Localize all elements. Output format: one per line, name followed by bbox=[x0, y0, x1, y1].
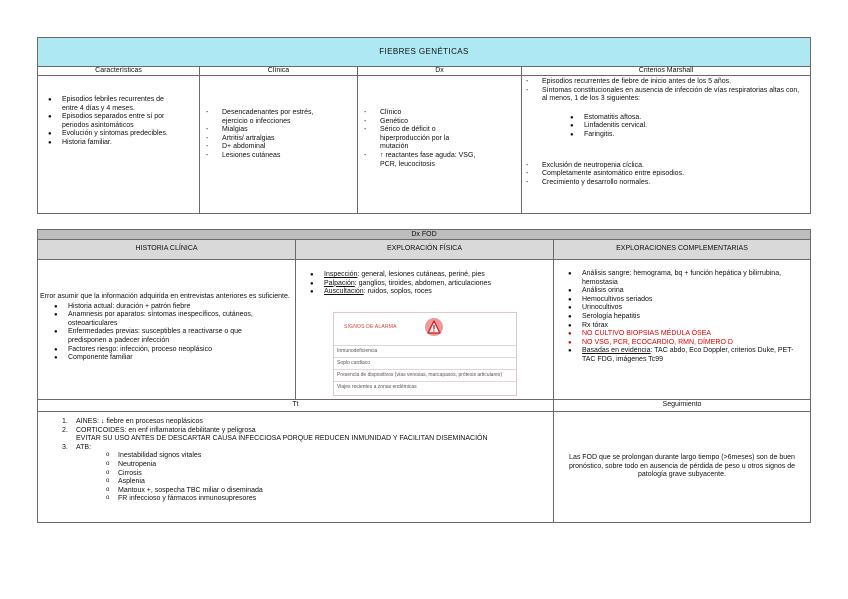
caracteristicas-cell bbox=[38, 76, 200, 214]
list-item bbox=[60, 427, 549, 436]
list-item: ● Evolución y síntomas predecibles. bbox=[46, 130, 176, 139]
list-item: o Inestabilidad signos vitales bbox=[104, 452, 549, 461]
list-item: - Síntomas constitucionales en ausencia de infección de vías respiratorias altas con, al menos, 1 de los 3 siguientes: bbox=[522, 87, 804, 104]
list-item: - Lesiones cutáneas bbox=[202, 152, 317, 161]
list-item: o Asplenia bbox=[104, 478, 549, 487]
caracteristicas-list bbox=[46, 96, 176, 148]
historia-intro: Error asumir que la información adquirida en entrevistas anteriores es suficiente. bbox=[40, 293, 290, 300]
list-item: o Cirrosis bbox=[104, 470, 549, 479]
header-clinica: Clínica bbox=[200, 67, 358, 76]
exploracion-list bbox=[308, 271, 549, 297]
fiebres-geneticas-table bbox=[37, 37, 811, 214]
signos-alarma-row: Presencia de dispositivos (vías venosas, marcapasos, prótesis articulares) bbox=[334, 369, 516, 381]
list-item: ● NO VSG, PCR, ECOCARDIO, RMN, DÍMERO D bbox=[566, 339, 806, 348]
item-text: AINES: ↓ fiebre en procesos neoplásicos bbox=[76, 418, 203, 425]
seguimiento-text: Las FOD que se prolongan durante largo tiempo (>6meses) son de buen pronóstico, sobre todo en ausencia de pérdida de peso u otros signos de patología grave subyacente. bbox=[568, 454, 796, 479]
list-item: ● Estomatitis aftosa. bbox=[568, 114, 804, 123]
fod-table bbox=[37, 229, 811, 523]
list-item: o FR infeccioso y fármacos inmunosupresores bbox=[104, 495, 549, 504]
signos-alarma-header bbox=[334, 313, 516, 345]
list-item: - Clínico bbox=[360, 109, 478, 118]
list-item: ● Historia actual: duración + patrón fiebre bbox=[52, 303, 280, 312]
list-item: ● Serología hepatitis bbox=[566, 313, 806, 322]
list-item bbox=[566, 347, 806, 364]
list-item: ● Análisis orina bbox=[566, 287, 806, 296]
atb-list bbox=[60, 452, 549, 504]
list-item: ● NO CULTIVO BIOPSIAS MÉDULA ÓSEA bbox=[566, 330, 806, 339]
signos-alarma-row: Viajes recientes a zonas endémicas bbox=[334, 381, 516, 393]
header-dx: Dx bbox=[358, 67, 522, 76]
list-item bbox=[308, 288, 549, 297]
list-item: ● Faringitis. bbox=[568, 131, 804, 140]
exploracion-label: Inspección bbox=[324, 271, 358, 278]
exploracion-text: : general, lesiones cutáneas, periné, pies bbox=[357, 271, 485, 278]
historia-list bbox=[40, 303, 280, 363]
tt-header: Tt bbox=[38, 400, 554, 412]
marshall-cell bbox=[522, 76, 811, 214]
complementarias-cell bbox=[554, 260, 811, 400]
list-item: - Desencadenantes por estrés, ejercicio o infecciones bbox=[202, 109, 317, 126]
list-item: - Mialgias bbox=[202, 126, 317, 135]
list-item bbox=[60, 418, 549, 427]
item-number: 3. bbox=[62, 443, 68, 451]
list-item: - Completamente asintomático entre episodios. bbox=[522, 170, 804, 179]
seguimiento-cell bbox=[554, 412, 811, 523]
list-item: ● Hemocultivos seriados bbox=[566, 296, 806, 305]
exploracion-text: : ganglios, tiroides, abdomen, articulaciones bbox=[354, 279, 491, 287]
list-item: - Artritis/ artralgias bbox=[202, 135, 317, 144]
clinica-cell bbox=[200, 76, 358, 214]
list-item: o Mantoux +, sospecha TBC miliar o diseminada bbox=[104, 487, 549, 496]
item-number: 1. bbox=[62, 418, 68, 425]
list-item bbox=[308, 280, 549, 289]
dx-cell bbox=[358, 76, 522, 214]
list-item: - Sérico de déficit o hiperproducción por la mutación bbox=[360, 126, 478, 152]
list-item: ● Historia familiar. bbox=[46, 139, 176, 148]
list-item: - Episodios recurrentes de fiebre de inicio antes de los 5 años. bbox=[522, 78, 804, 87]
item-text: CORTICOIDES: en enf inflamatoria debilitante y peligrosa bbox=[76, 426, 256, 434]
list-item: o Neutropenia bbox=[104, 461, 549, 470]
list-item: - Crecimiento y desarrollo normales. bbox=[522, 179, 804, 188]
list-item: ● Episodios febriles recurrentes de entre 4 días y 4 meses. bbox=[46, 96, 176, 113]
marshall-sub-list bbox=[568, 114, 804, 140]
evidencia-label: Basadas en evidencia bbox=[582, 347, 651, 355]
marshall-intro-list bbox=[522, 78, 804, 104]
seguimiento-header: Seguimiento bbox=[554, 400, 811, 412]
list-item: ● Urinocultivos bbox=[566, 304, 806, 313]
list-item: - Exclusión de neutropenia cíclica. bbox=[522, 162, 804, 171]
list-item: - ↑ reactantes fase aguda: VSG, PCR, leucocitosis bbox=[360, 152, 478, 169]
header-historia-clinica: HISTORIA CLÍNICA bbox=[38, 240, 296, 260]
tt-list bbox=[60, 418, 549, 435]
list-item bbox=[60, 444, 549, 453]
item-number: 2. bbox=[62, 426, 68, 434]
warning-icon bbox=[422, 317, 444, 337]
list-item: ● Anamnesis por aparatos: síntomas inespecíficos, cutáneos, osteoarticulares bbox=[52, 311, 280, 328]
fod-title: Dx FOD bbox=[38, 230, 811, 240]
tt-cell bbox=[38, 412, 554, 523]
historia-cell bbox=[38, 260, 296, 400]
list-item: ● Análisis sangre: hemograma, bq + función hepática y bilirrubina, hemostasia bbox=[566, 270, 806, 287]
list-item: ● Linfadenitis cervical. bbox=[568, 122, 804, 131]
tt-warning: EVITAR SU USO ANTES DE DESCARTAR CAUSA INFECCIOSA PORQUE REDUCEN INMUNIDAD Y FACILITAN DISEMINACIÓN bbox=[76, 435, 488, 443]
tt-atb bbox=[60, 444, 549, 453]
header-caracteristicas: Características bbox=[38, 67, 200, 76]
list-item: ● Rx tórax bbox=[566, 322, 806, 331]
signos-alarma-box bbox=[333, 312, 517, 396]
signos-alarma-row: Soplo cardiaco bbox=[334, 357, 516, 369]
list-item: - D+ abdominal bbox=[202, 143, 317, 152]
clinica-list bbox=[202, 109, 317, 161]
item-text: ATB: bbox=[76, 443, 92, 451]
complementarias-list bbox=[566, 270, 806, 365]
header-exploracion-fisica: EXPLORACIÓN FÍSICA bbox=[296, 240, 554, 260]
exploracion-cell bbox=[296, 260, 554, 400]
header-criterios-marshall: Criterios Marshall bbox=[522, 67, 811, 76]
header-exploraciones-complementarias: EXPLORACIONES COMPLEMENTARIAS bbox=[554, 240, 811, 260]
marshall-rest-list bbox=[522, 162, 804, 188]
list-item bbox=[308, 271, 549, 280]
fiebres-geneticas-title: FIEBRES GENÉTICAS bbox=[38, 38, 811, 67]
exploracion-label: Auscultación bbox=[324, 288, 364, 296]
exploracion-label: Palpación bbox=[324, 279, 355, 287]
list-item: ● Factores riesgo: infección, proceso neoplásico bbox=[52, 346, 280, 355]
list-item: ● Componente familiar bbox=[52, 354, 280, 363]
signos-alarma-row: Inmunodeficiencia bbox=[334, 345, 516, 357]
list-item: ● Episodios separados entre sí por periodos asintomáticos bbox=[46, 113, 176, 130]
list-item: ● Enfermedades previas: susceptibles a reactivarse o que predisponen a padecer infección bbox=[52, 328, 280, 345]
evidencia-text: : TAC abdo, Eco Doppler, criterios Duke, PET-TAC FDG, imágenes Tc99 bbox=[582, 347, 794, 363]
dx-list bbox=[360, 109, 478, 169]
list-item: - Genético bbox=[360, 118, 478, 127]
signos-alarma-title: SIGNOS DE ALARMA bbox=[344, 324, 397, 330]
exploracion-text: : ruidos, soplos, roces bbox=[363, 288, 432, 296]
